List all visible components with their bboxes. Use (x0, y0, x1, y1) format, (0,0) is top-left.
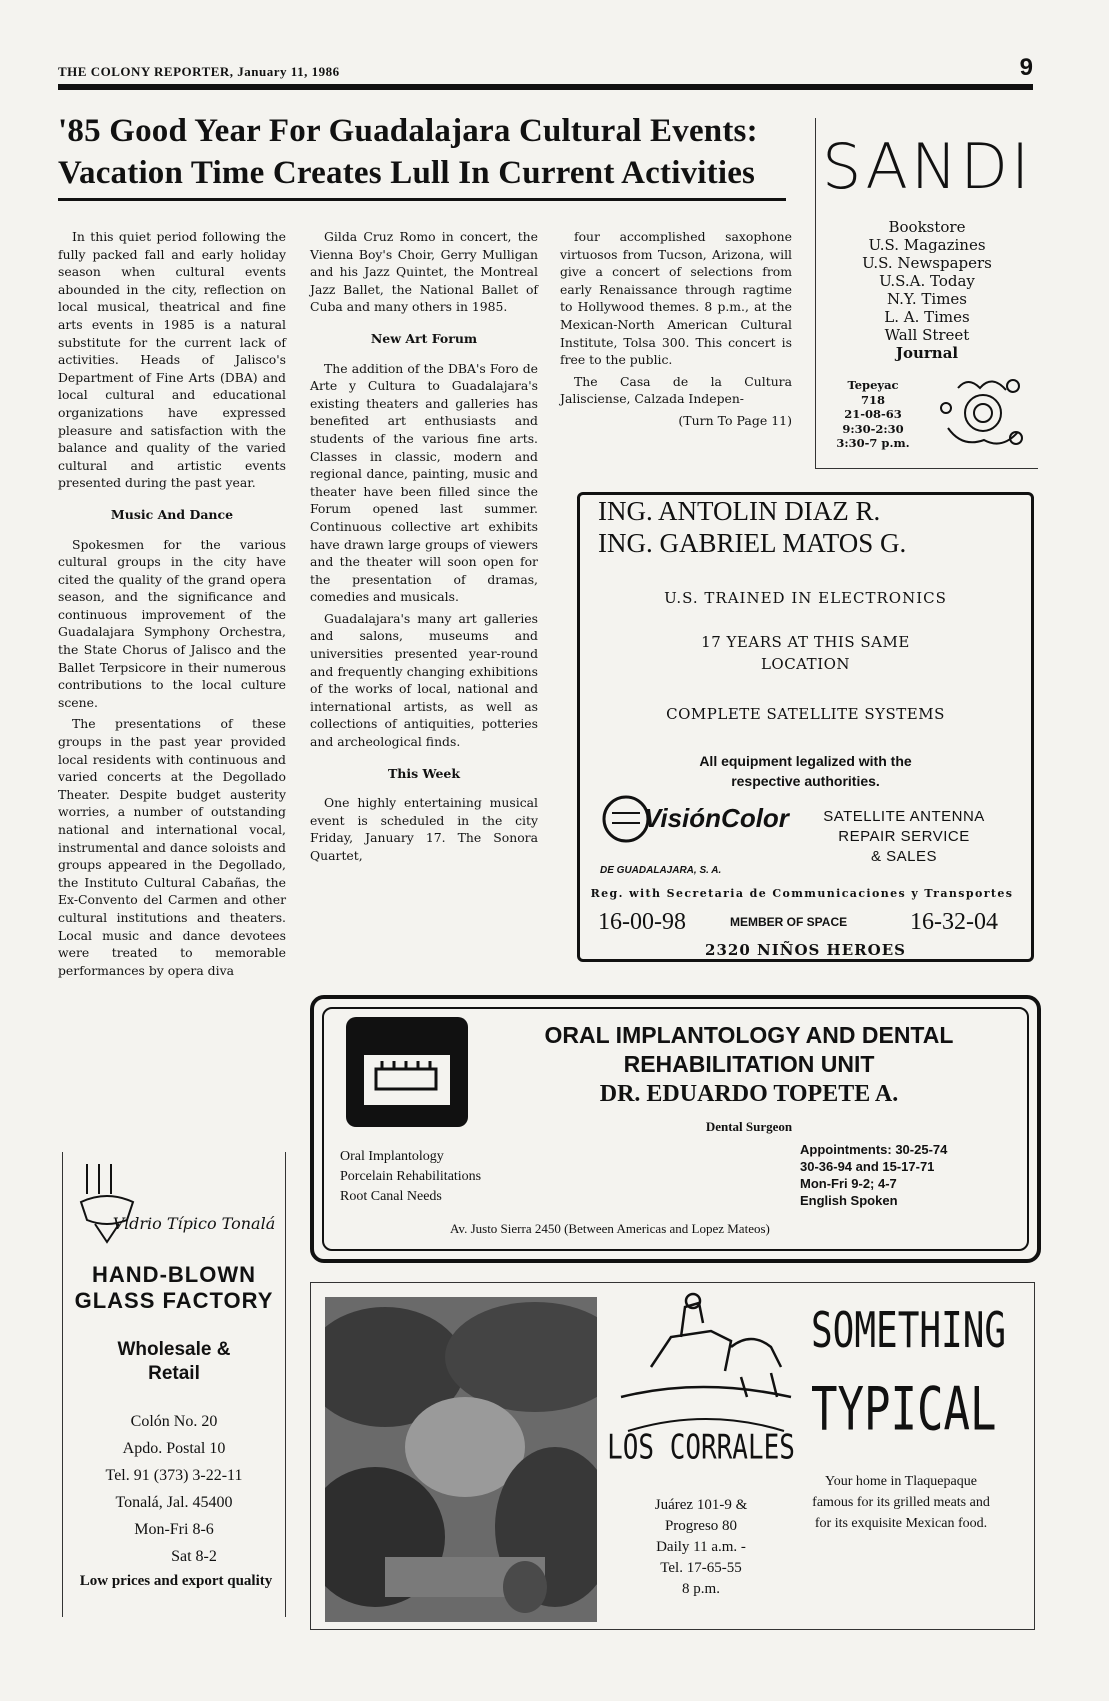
appointment-line: English Spoken (800, 1193, 898, 1208)
dental-implant-icon (346, 1017, 468, 1127)
dental-title-line-1: ORAL IMPLANTOLOGY AND DENTAL (544, 1022, 954, 1048)
member-line: MEMBER OF SPACE (730, 915, 848, 929)
headline-line-1: '85 Good Year For Guadalajara Cultural Events: (58, 113, 758, 149)
glass-address-line: Colón No. 20 (130, 1413, 218, 1430)
corrales-address-line: Daily 11 a.m. - (656, 1539, 746, 1555)
paragraph: One highly entertaining musical event is scheduled in the city Friday, January 17. The Sonora Quartet, (310, 795, 538, 863)
years-line-1: 17 YEARS AT THIS SAME (701, 633, 910, 651)
corrales-address-line: Progreso 80 (664, 1518, 738, 1534)
article-column-1 (58, 228, 286, 983)
article-headline (58, 110, 786, 194)
paragraph: four accomplished saxophone virtuosos from Tucson, Arizona, will give a concert of selections from early Renaissance through ragtime to Hollywood themes. 8 p.m., at the Mexican-North American Cultural Institute, Tolsa 300. This concert is free to the public. (560, 229, 792, 368)
turn-to-page: (Turn To Page 11) (678, 412, 792, 428)
electronics-ad (577, 492, 1034, 962)
glass-footer: Low prices and export quality (79, 1573, 273, 1589)
appointment-line: Mon-Fri 9-2; 4-7 (800, 1176, 897, 1191)
legal-line-2: respective authorities. (731, 773, 880, 789)
dental-services (340, 1147, 481, 1207)
service-block (794, 807, 1014, 867)
masthead-rule (58, 84, 1033, 90)
sandi-line: U.S. Magazines (868, 236, 986, 254)
glass-address-line: Tonalá, Jal. 45400 (115, 1494, 233, 1511)
trained-line: U.S. TRAINED IN ELECTRONICS (664, 589, 947, 607)
glass-title-line-1: HAND-BLOWN (92, 1262, 256, 1287)
glass-title-line-2: GLASS FACTORY (74, 1288, 274, 1313)
subhead-music: Music And Dance (110, 506, 234, 522)
sandi-line: L. A. Times (884, 308, 970, 326)
paragraph: Guadalajara's many art galleries and salons, museums and universities presented year-round and frequently changing exhibitions of the works of local, national and international artists, as well as collections of antiquities, potteries and archeological finds. (310, 610, 538, 750)
glass-subtitle (63, 1338, 285, 1386)
engineer-name-1: ING. ANTOLIN DIAZ R. (598, 496, 881, 526)
years-line-2: LOCATION (760, 655, 851, 673)
corrales-address-line: 8 p.m. (682, 1581, 720, 1597)
glass-address-line: Sat 8-2 (171, 1548, 217, 1565)
headline-line-2: Vacation Time Creates Lull In Current Activities (58, 155, 756, 191)
glass-address-line: Tel. 91 (373) 3-22-11 (105, 1467, 243, 1484)
dental-doctor: DR. EDUARDO TOPETE A. (599, 1081, 899, 1107)
phone-1: 16-00-98 (598, 909, 686, 935)
dental-appointments (800, 1141, 947, 1209)
glass-title (63, 1262, 285, 1314)
engineer-names (598, 495, 1049, 559)
sandi-bookstore-ad (815, 118, 1038, 469)
slogan-line-2: TYPICAL (811, 1375, 997, 1445)
engineer-name-2: ING. GABRIEL MATOS G. (598, 528, 907, 558)
service-line: REPAIR SERVICE (838, 828, 970, 845)
corrales-name: LOS CORRALES (607, 1428, 795, 1468)
paragraph: The Casa de la Cultura Jalisciense, Calzada Indepen- (560, 373, 792, 407)
sandi-line: N.Y. Times (886, 290, 968, 308)
paper-title: THE COLONY REPORTER, January 11, 1986 (58, 64, 340, 79)
service-line: SATELLITE ANTENNA (823, 808, 985, 825)
dental-title (489, 1021, 1009, 1079)
sandi-address-line: Tepeyac (847, 378, 899, 392)
paragraph: In this quiet period following the fully packed fall and early holiday season when cultural events abounded in the city, reflection on local musical, theatrical and fine arts events in 1985 is a natural substitute for the current lack of activities. Heads of Jalisco's Department of Fine Arts (DBA) and local cultural and educational organizations have expressed pleasure and satisfaction with the balance and quality of the varied cultural and artistic events presented during the past year. (58, 229, 286, 491)
glass-sub-line-2: Retail (148, 1363, 200, 1384)
headline-rule (58, 198, 786, 201)
sandi-address-line: 3:30-7 p.m. (836, 436, 910, 450)
los-corrales-ad (310, 1282, 1035, 1630)
glass-logo: Vidrio Típico Tonalá (112, 1214, 276, 1233)
slogan-line-1: SOMETHING (811, 1303, 1007, 1360)
subhead-week: This Week (387, 765, 461, 781)
corrales-slogan (811, 1293, 1007, 1450)
floral-ornament-icon (928, 368, 1028, 458)
sandi-line: U.S.A. Today (879, 272, 975, 290)
sandi-address-line: 718 (860, 392, 885, 407)
horse-rider-icon (611, 1287, 801, 1407)
appointment-line: Appointments: 30-25-74 (800, 1142, 948, 1157)
glass-address-line: Mon-Fri 8-6 (134, 1521, 214, 1538)
sandi-line: U.S. Newspapers (862, 254, 992, 272)
glass-sub-line-1: Wholesale & (117, 1339, 231, 1360)
service-line: & SALES (870, 848, 938, 865)
registration-line: Reg. with Secretaria de Communicaciones y Transportes (590, 887, 1014, 900)
glass-address (63, 1408, 285, 1570)
page-number: 9 (1019, 54, 1033, 81)
paragraph: Spokesmen for the various cultural groups in the city have cited the quality of the grand opera season, and the significance and continuous improvement of the Guadalajara Symphony Orchestra, the State Chorus of Jalisco and the Ballet Terpsicore in their numerous contributions to the local culture scene. (58, 536, 286, 710)
glass-address-line: Apdo. Postal 10 (122, 1440, 226, 1457)
corrales-address-line: Tel. 17-65-55 (660, 1560, 742, 1576)
article-column-3 (560, 228, 792, 430)
visioncolor-logo: VisiónColor (644, 803, 789, 833)
paragraph: The addition of the DBA's Foro de Arte y Cultura to Guadalajara's existing theaters and galleries has benefited art enthusiasts and students of the various fine arts. Classes in classic, modern and regional dance, painting, music and theater have been filled since the Forum opened last summer. Continuous collective art exhibits have drawn large groups of viewers and the theater will soon open for the presentation of dramas, comedies and musicals. (310, 360, 538, 605)
sandi-lines (816, 218, 1038, 362)
phone-2: 16-32-04 (910, 909, 998, 935)
dental-role: Dental Surgeon (705, 1119, 793, 1134)
dental-ad (310, 995, 1041, 1263)
sandi-address-line: 9:30-2:30 (842, 421, 904, 436)
sandi-line: Wall Street (884, 326, 970, 344)
dental-service: Porcelain Rehabilitations (340, 1169, 482, 1184)
dental-service: Root Canal Needs (340, 1189, 442, 1204)
appointment-line: 30-36-94 and 15-17-71 (800, 1159, 935, 1174)
visioncolor-sub: DE GUADALAJARA, S. A. (600, 865, 722, 876)
corrales-address (601, 1495, 801, 1600)
subhead-forum: New Art Forum (370, 330, 478, 346)
corrales-tagline: Your home in Tlaquepaque famous for its grilled meats and for its exquisite Mexican food. (812, 1474, 990, 1531)
legal-line-1: All equipment legalized with the (699, 753, 912, 769)
dental-title-line-2: REHABILITATION UNIT (623, 1051, 875, 1077)
satellite-line: COMPLETE SATELLITE SYSTEMS (666, 705, 945, 723)
dental-service: Oral Implantology (340, 1149, 444, 1164)
sandi-address (828, 378, 918, 451)
masthead (58, 54, 1033, 96)
sandi-line: Bookstore (888, 218, 966, 236)
dental-address: Av. Justo Sierra 2450 (Between Americas and Lopez Mateos) (450, 1221, 770, 1236)
garden-photo (325, 1297, 597, 1622)
glass-factory-ad (62, 1152, 286, 1617)
sandi-address-line: 21-08-63 (844, 407, 902, 421)
electronics-address: 2320 NIÑOS HEROES (705, 941, 906, 959)
sandi-logo: SANDI (822, 130, 1033, 203)
corrales-address-line: Juárez 101-9 & (654, 1497, 748, 1513)
article-column-2 (310, 228, 538, 869)
garden-photo-image (325, 1297, 597, 1622)
sandi-line: Journal (895, 344, 959, 362)
paragraph: Gilda Cruz Romo in concert, the Vienna Boy's Choir, Gerry Mulligan and his Jazz Quintet, the Montreal Jazz Ballet, the National Ballet of Cuba and many others in 1985. (310, 229, 538, 315)
paragraph: The presentations of these groups in the past year provided local residents with continuous and varied concerts at the Degollado Theater. Despite budget austerity worries, a number of outstanding national and international vocal, instrumental and dance soloists and groups appeared in the Degollado, the Instituto Cultural Cabañas, the Ex-Convento del Carmen and other cultural institutions and theaters. Local music and dance devotees were treated to memorable performances by opera diva (58, 716, 286, 978)
